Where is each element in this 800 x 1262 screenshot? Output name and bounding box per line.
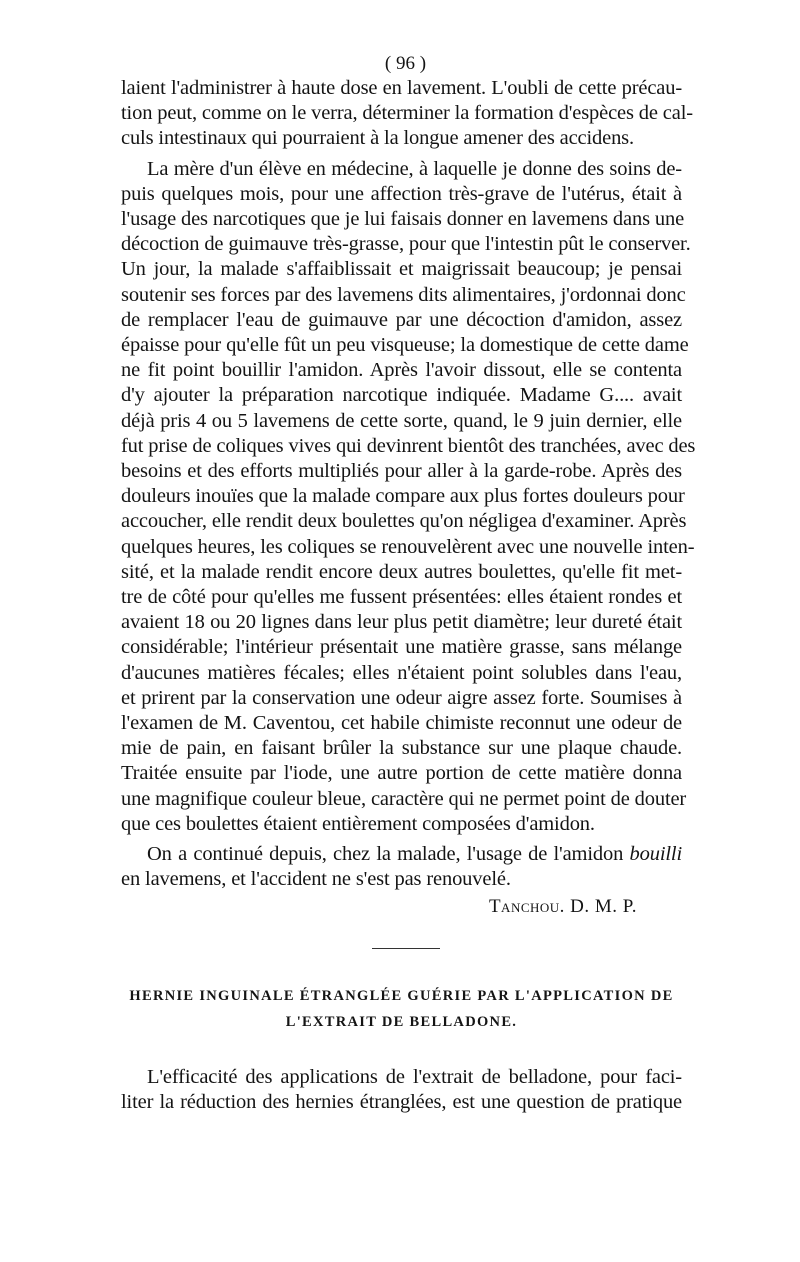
text-line: L'efficacité des applications de l'extrait de belladone, pour faci- xyxy=(147,1065,682,1088)
text-line: une magnifique couleur bleue, caractère qui ne permet point de douter xyxy=(121,787,687,810)
text-line: décoction de guimauve très-grasse, pour que l'intestin pût le conserver. xyxy=(121,233,691,256)
paragraph-2 xyxy=(121,157,696,837)
book-page xyxy=(121,52,696,1115)
text-line: accoucher, elle rendit deux boulettes qu'on négligea d'examiner. Après xyxy=(121,510,687,533)
text-line: l'examen de M. Caventou, cet habile chimiste reconnut une odeur de xyxy=(121,712,682,735)
text-line: La mère d'un élève en médecine, à laquelle je donne des soins de- xyxy=(147,157,682,180)
text-line: laient l'administrer à haute dose en lavement. L'oubli de cette précau- xyxy=(121,77,682,99)
text-line: quelques heures, les coliques se renouvelèrent avec une nouvelle inten- xyxy=(121,535,695,558)
text-line: mie de pain, en faisant brûler la substance sur une plaque chaude. xyxy=(121,737,682,760)
paragraph-1 xyxy=(121,76,693,152)
text-line: douleurs inouïes que la malade compare aux plus fortes douleurs pour xyxy=(121,485,685,508)
text-line: ne fit point bouillir l'amidon. Après l'avoir dissout, elle se contenta xyxy=(121,359,682,382)
text-line: fut prise de coliques vives qui devinrent bientôt des tranchées, avec des xyxy=(121,434,696,457)
text-line: d'aucunes matières fécales; elles n'étaient point solubles dans l'eau, xyxy=(121,661,682,684)
text-line: culs intestinaux qui pourraient à la longue amener des accidens. xyxy=(121,127,634,150)
section-title-line: L'EXTRAIT DE BELLADONE. xyxy=(285,1013,518,1030)
text-line: soutenir ses forces par des lavemens dits alimentaires, j'ordonnai donc xyxy=(121,283,686,306)
text-line: en lavemens, et l'accident ne s'est pas renouvelé. xyxy=(121,868,511,891)
text-line: d'y ajouter la préparation narcotique indiquée. Madame G.... avait xyxy=(121,384,682,407)
text-line: que ces boulettes étaient entièrement composées d'amidon. xyxy=(121,812,595,835)
text-line: de remplacer l'eau de guimauve par une décoction d'amidon, assez xyxy=(121,308,682,331)
section-title-line: HERNIE INGUINALE ÉTRANGLÉE GUÉRIE PAR L'APPLICATION DE xyxy=(129,987,674,1004)
italic-word: bouilli xyxy=(629,843,682,866)
text-line: épaisse pour qu'elle fût un peu visqueuse; la domestique de cette dame xyxy=(121,334,689,357)
text-line: sité, et la malade rendit encore deux autres boulettes, qu'elle fit met- xyxy=(121,560,682,583)
text-line: Un jour, la malade s'affaiblissait et maigrissait beaucoup; je pensai xyxy=(121,258,682,281)
text-line: besoins et des efforts multipliés pour aller à la garde-robe. Après des xyxy=(121,460,682,483)
text-line: Traitée ensuite par l'iode, une autre portion de cette matière donna xyxy=(121,762,682,785)
closing-paragraph xyxy=(121,1065,682,1115)
text-line: et prirent par la conservation une odeur aigre assez forte. Soumises à xyxy=(121,686,682,709)
text-line: tre de côté pour qu'elles me fussent présentées: elles étaient rondes et xyxy=(121,586,682,609)
text-line: puis quelques mois, pour une affection très-grave de l'utérus, était à xyxy=(121,182,682,205)
text-line xyxy=(121,842,682,867)
section-divider xyxy=(372,948,440,949)
text-run: On a continué depuis, chez la malade, l'usage de l'amidon xyxy=(147,843,630,866)
text-line: avaient 18 ou 20 lignes dans leur plus petit diamètre; leur dureté était xyxy=(121,611,682,634)
text-line: l'usage des narcotiques que je lui faisais donner en lavemens dans une xyxy=(121,208,685,231)
text-line: déjà pris 4 ou 5 lavemens de cette sorte, quand, le 9 juin dernier, elle xyxy=(121,409,682,432)
text-line: tion peut, comme on le verra, déterminer la formation d'espèces de cal- xyxy=(121,102,693,125)
author-signature: Tanchou. D. M. P. xyxy=(488,895,637,917)
text-line: liter la réduction des hernies étranglées, est une question de pratique xyxy=(121,1090,682,1113)
text-line: considérable; l'intérieur présentait une matière grasse, sans mélange xyxy=(121,636,682,659)
page-number: ( 96 ) xyxy=(384,53,427,74)
paragraph-3 xyxy=(121,842,682,892)
